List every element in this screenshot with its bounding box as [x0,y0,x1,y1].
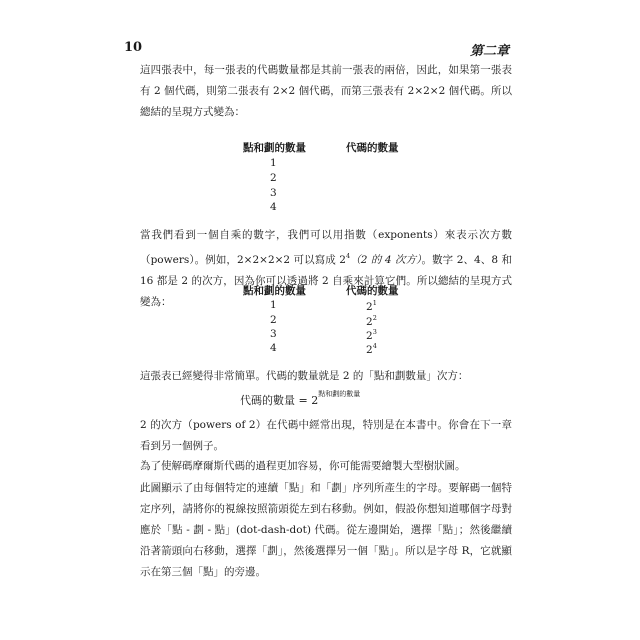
paragraph-3: 這張表已經變得非常簡單。代碼的數量就是 2 的「點和劃數量」次方： [140,370,469,382]
table-1-row-4-n: 4 [270,201,277,213]
table-2-row-4-n: 4 [270,342,277,354]
table-1-row-2-n: 2 [270,172,277,184]
paragraph-2-exponent: 4 [345,252,351,260]
table-2-row-2-base: 2 [366,316,373,328]
paragraph-6: 此圖顯示了由每個特定的連續「點」和「劃」序列所產生的字母。要解碼一個特定序列，請將你的視線按照箭頭從左到右移動。例如，假設你想知道哪個字母對應於「點 - 劃 - 點」(dot-dash-dot) 代碼。從左邊開始，選擇「點」；然後繼續沿著箭頭向右移動，選擇「劃」，然後選擇另一個「點」。所以是字母 R，它就顯示在第三個「點」的旁邊。 [140,482,512,578]
formula [240,389,360,408]
table-2-row-4-codes [366,342,377,356]
table-1-row-1-n: 1 [270,157,277,169]
table-2-row-2-codes [366,314,377,328]
paragraph-2-text-a: 當我們看到一個自乘的數字，我們可以用指數（exponents）來表示次方數（powers）。例如，2×2×2×2 可以寫成 2 [140,229,512,266]
table-2-row-4-exp: 4 [372,342,377,350]
paragraph-2-text-b: 。數字 2、4、8 和 16 都是 2 的次方，因為你可以透過將 2 自乘來計算它們。所以總結的呈現方式變為： [140,254,512,308]
table-2-row-4-base: 2 [366,344,373,356]
table-2-row-1-codes [366,299,377,313]
table-2-row-1-exp: 1 [372,299,377,307]
table-2-row-3-exp: 3 [372,328,377,336]
table-2-header-right: 代碼的數量 [346,285,399,297]
table-2-row-1-base: 2 [366,301,373,313]
paragraph-5: 為了使解碼摩爾斯代碼的過程更加容易，你可能需要繪製大型樹狀圖。 [140,460,466,472]
table-2-header-left: 點和劃的數量 [243,285,306,297]
paragraph-2 [140,225,512,313]
paragraph-2-italic: （2 的 4 次方） [350,254,422,266]
paragraph-1: 這四張表中，每一張表的代碼數量都是其前一張表的兩倍，因此，如果第一張表有 2 個代碼，則第二張表有 2×2 個代碼，而第三張表有 2×2×2 個代碼。所以總結的呈現方式變為： [140,64,512,118]
page-number: 10 [124,40,143,55]
chapter-title: 第二章 [470,44,510,59]
table-1-header-right: 代碼的數量 [346,142,399,154]
table-2-row-1-n: 1 [270,299,277,311]
table-2-row-2-exp: 2 [372,314,377,322]
table-1-header-left: 點和劃的數量 [243,142,306,154]
table-1-row-3-n: 3 [270,187,277,199]
table-2-row-3-n: 3 [270,328,277,340]
table-2-row-2-n: 2 [270,314,277,326]
paragraph-4: 2 的次方（powers of 2）在代碼中經常出現，特別是在本書中。你會在下一章看到另一個例子。 [140,419,512,452]
formula-lhs: 代碼的數量 = 2 [240,394,319,407]
formula-exponent: 點和劃的數量 [318,390,361,398]
table-2-row-3-base: 2 [366,330,373,342]
table-2-row-3-codes [366,328,377,342]
